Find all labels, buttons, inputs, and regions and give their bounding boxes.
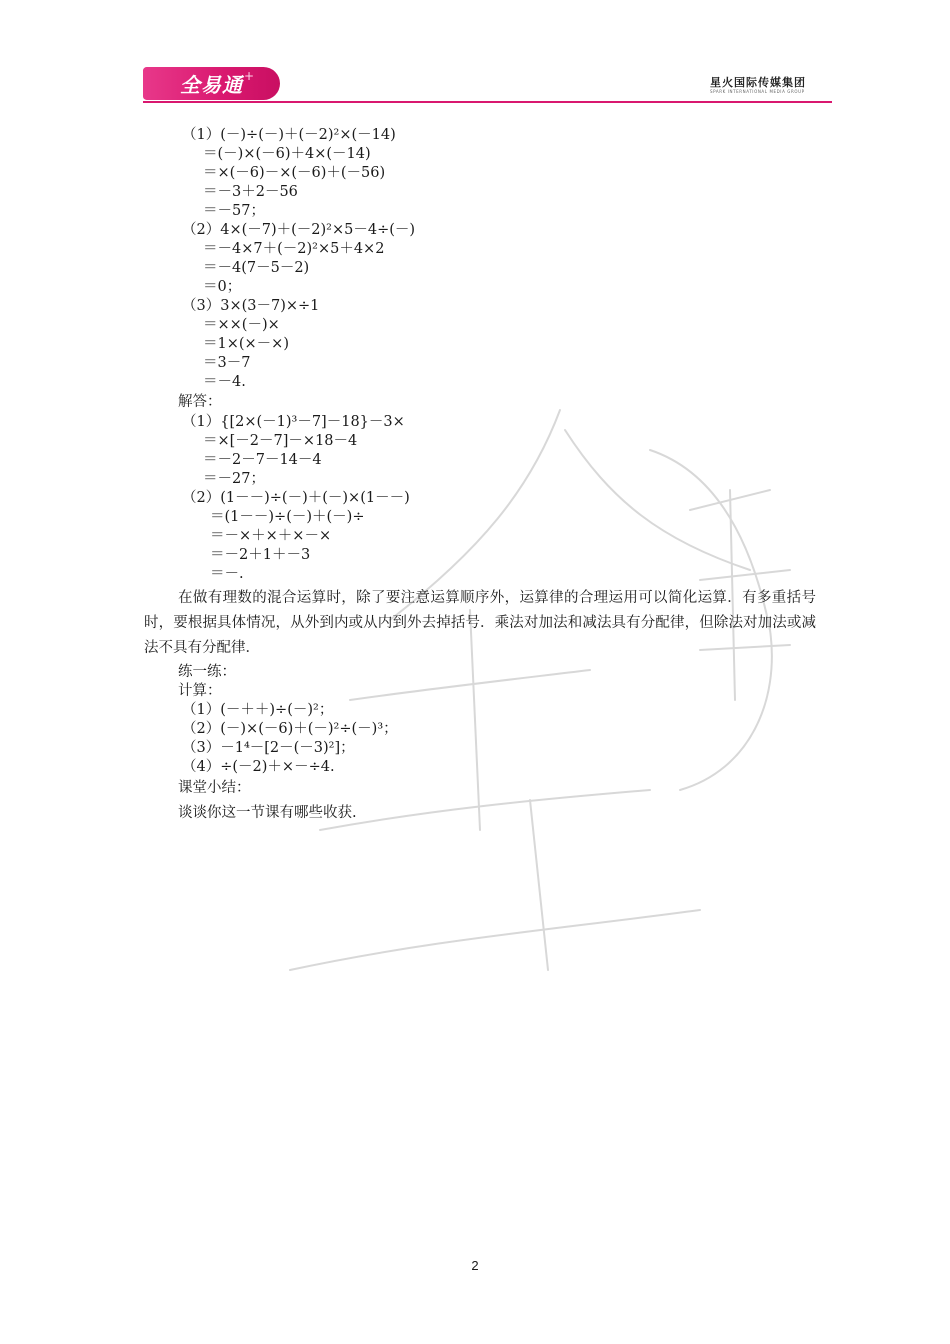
class-summary-title: 课堂小结： xyxy=(178,780,251,796)
solution-line: ＝－2－7－14－4 xyxy=(203,452,322,468)
solution-line: （1）(－)÷(－)＋(－2)²×(－14) xyxy=(182,127,396,143)
practice-subtitle: 计算： xyxy=(178,683,222,699)
solution-line: ＝－3＋2－56 xyxy=(203,184,298,200)
page-header xyxy=(0,0,950,110)
summary-paragraph: 在做有理数的混合运算时，除了要注意运算顺序外，运算律的合理运用可以简化运算．有多重括号时，要根据具体情况，从外到内或从内到外去掉括号．乘法对加法和减法具有分配律，但除法对加法或减法不具有分配律． xyxy=(144,590,816,656)
solution-line: ＝0； xyxy=(203,279,242,295)
solution-line: ＝×(－6)－×(－6)＋(－56) xyxy=(203,165,386,181)
solution-line: （2）4×(－7)＋(－2)²×5－4÷(－) xyxy=(182,222,416,238)
class-summary-text: 谈谈你这一节课有哪些收获. xyxy=(178,805,357,821)
solution-line: （1）{[2×(－1)³－7]－18}－3× xyxy=(182,414,405,430)
solution-line: ＝(1－－)÷(－)＋(－)÷ xyxy=(210,509,365,525)
practice-item: （2）(－)×(－6)＋(－)²÷(－)³； xyxy=(182,721,398,737)
solution-line: ＝－. xyxy=(210,566,244,582)
page-number: 2 xyxy=(471,1258,479,1273)
solution-line: ＝－57； xyxy=(203,203,265,219)
solution-line: ＝××(－)× xyxy=(203,317,280,333)
practice-title: 练一练： xyxy=(178,664,236,680)
solution-line: ＝－4×7＋(－2)²×5＋4×2 xyxy=(203,241,385,257)
solution-line: ＝－2＋1＋－3 xyxy=(210,547,311,563)
practice-item: （1）(－＋＋)÷(－)²； xyxy=(182,702,334,718)
solution-line: ＝(－)×(－6)＋4×(－14) xyxy=(203,146,371,162)
solution-line: ＝－×＋×＋×－× xyxy=(210,528,332,544)
header-rule xyxy=(143,101,832,103)
solution-line: ＝－27； xyxy=(203,471,265,487)
answer-heading: 解答： xyxy=(178,394,222,410)
solution-line: ＝1×(×－×) xyxy=(203,336,289,352)
solution-line: ＝－4(7－5－2) xyxy=(203,260,310,276)
solution-line: （2）(1－－)÷(－)＋(－)×(1－－) xyxy=(182,490,410,506)
logo-text: 全易通 xyxy=(180,73,243,97)
solution-line: ＝3－7 xyxy=(203,355,251,371)
solution-line: ＝－4. xyxy=(203,374,246,390)
solution-line: ＝×[－2－7]－×18－4 xyxy=(203,433,358,449)
practice-item: （4）÷(－2)＋×－÷4. xyxy=(182,759,335,775)
logo-plus-icon: + xyxy=(243,69,254,83)
brand-logo xyxy=(143,67,280,100)
publisher-name-en: SPARK INTERNATIONAL MEDIA GROUP xyxy=(710,89,805,94)
solution-line: （3）3×(3－7)×÷1 xyxy=(182,298,320,314)
practice-item: （3）－1⁴－[2－(－3)²]； xyxy=(182,740,355,756)
publisher-name: 星火国际传媒集团 xyxy=(710,76,806,89)
